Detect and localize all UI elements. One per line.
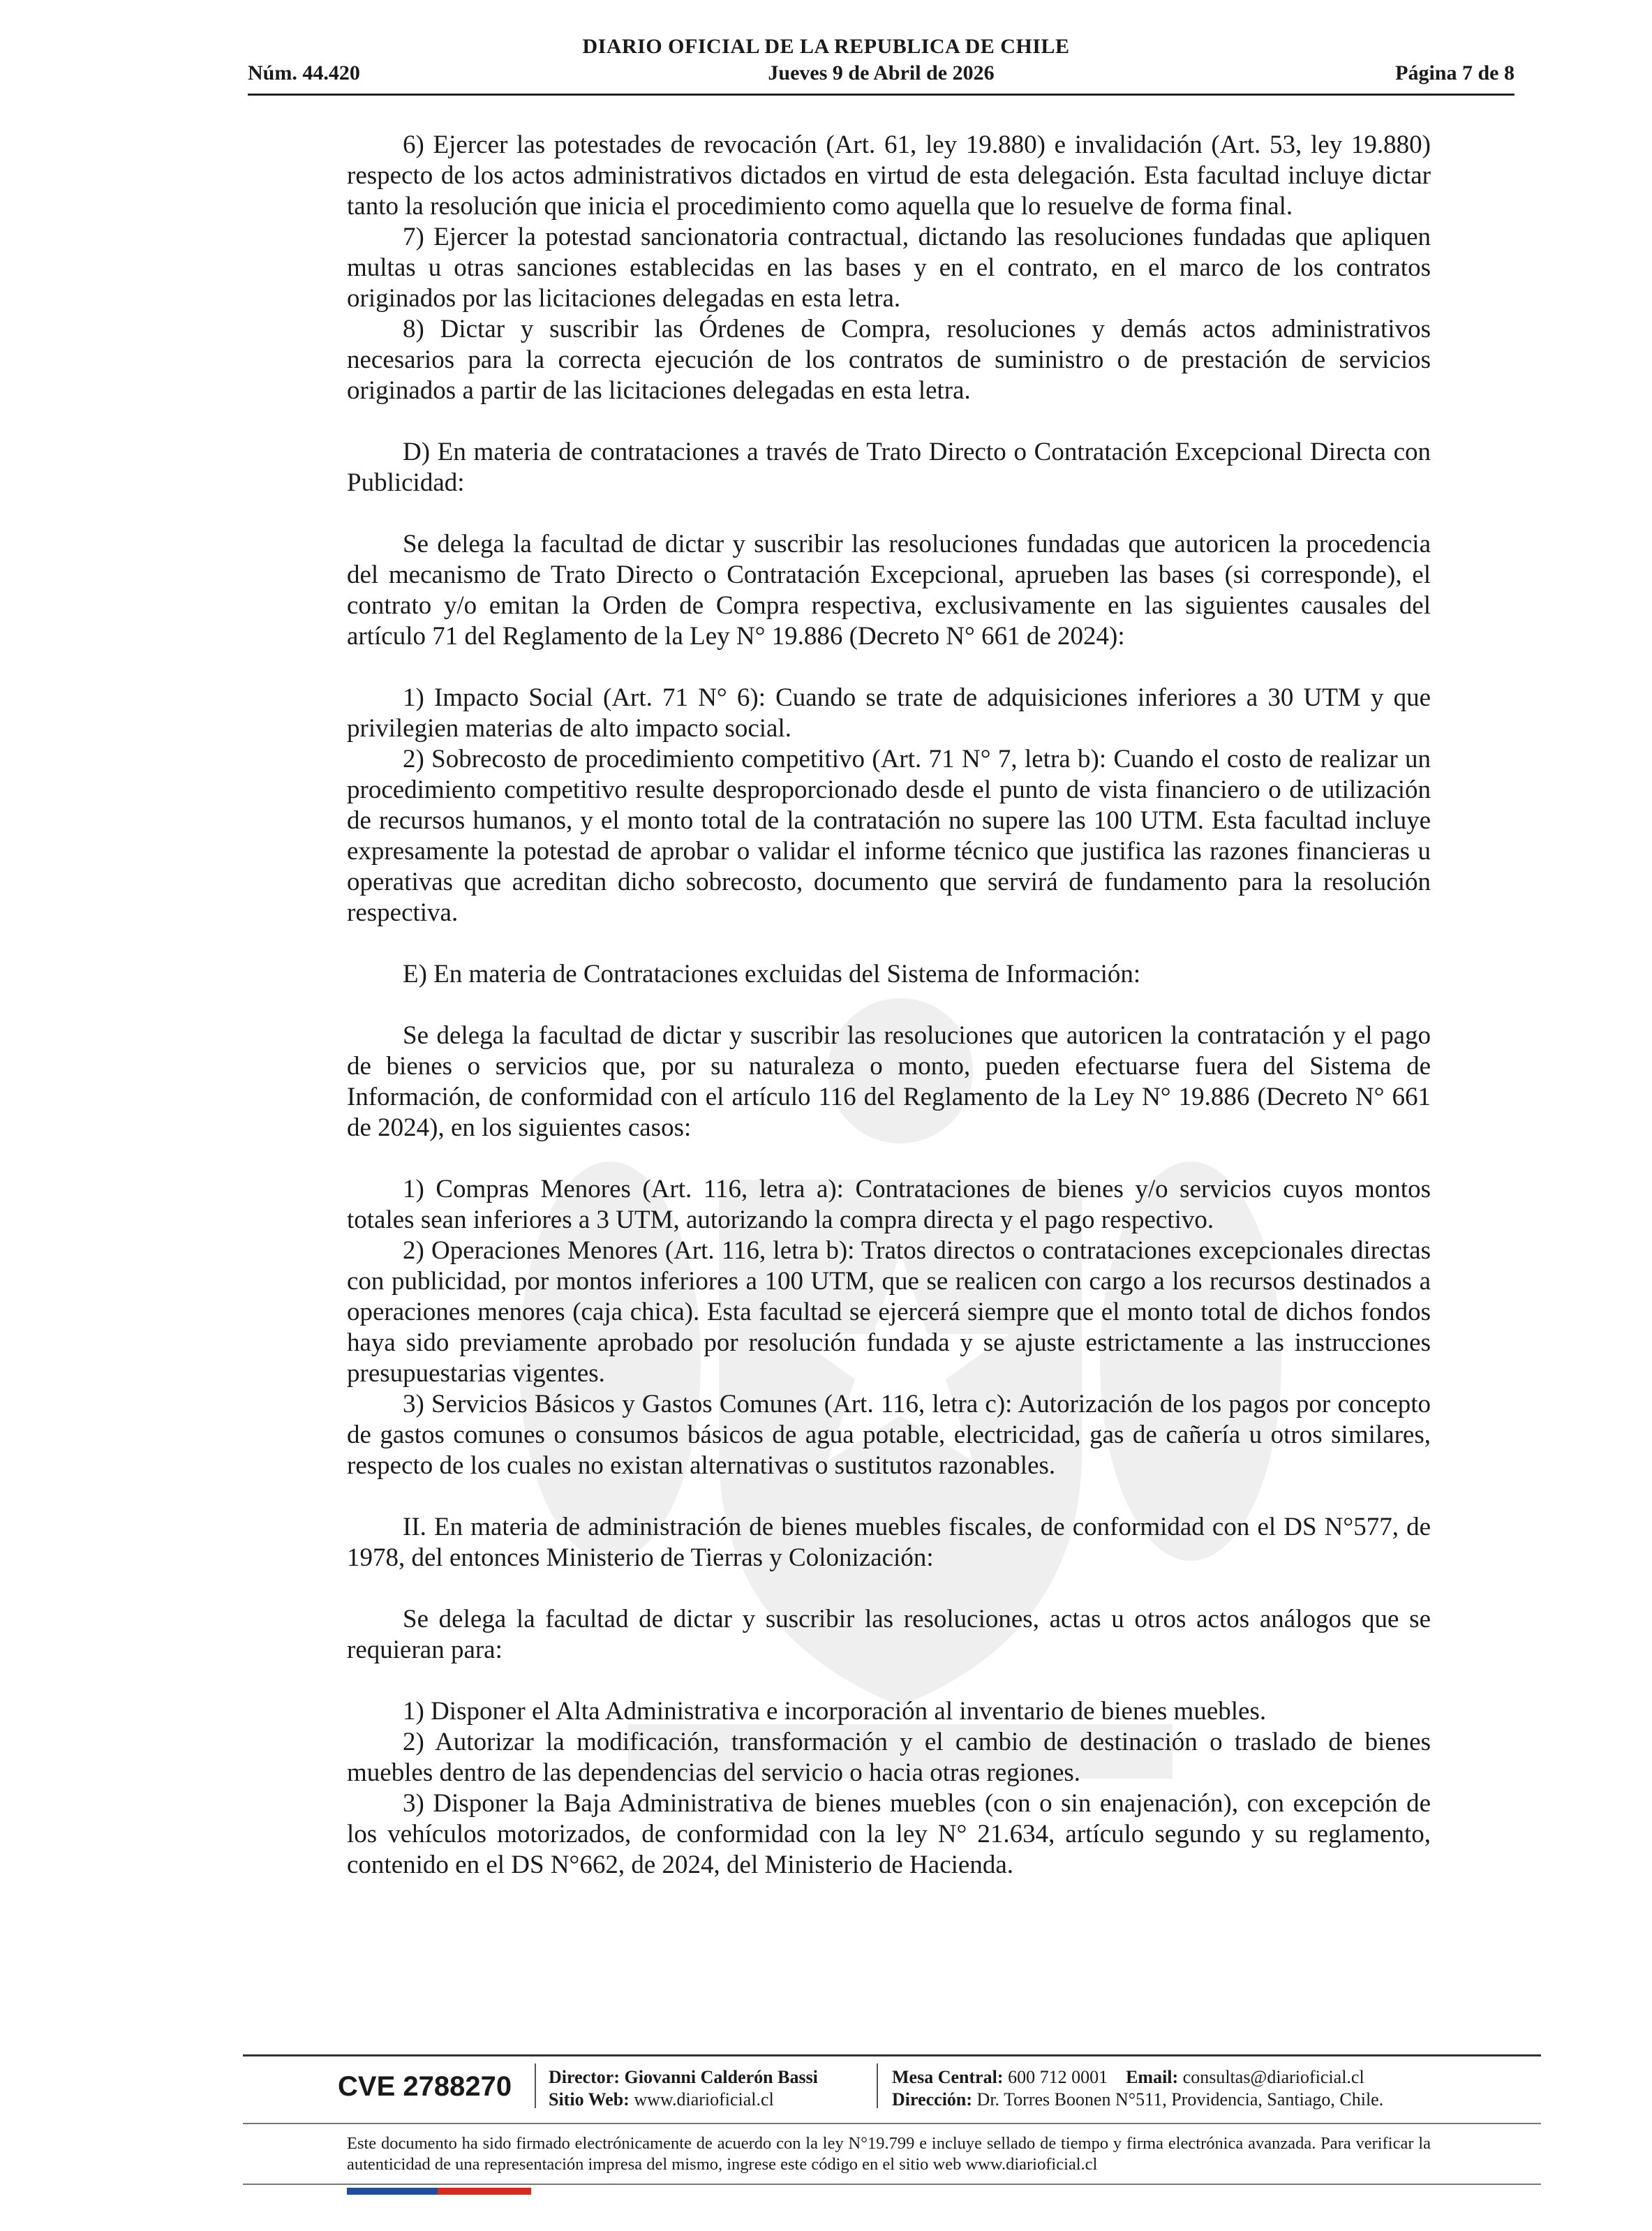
section-ii-item-2: 2) Autorizar la modificación, transformación y el cambio de destinación o traslado de bienes muebles dentro de las dependencias del servicio o hacia otras regiones. [347,1728,1431,1787]
paragraph-8: 8) Dictar y suscribir las Órdenes de Compra, resoluciones y demás actos administrativos necesarios para la correcta ejecución de los contratos de suministro o de prestación de servicios originados a partir de las licitaciones delegadas en esta letra. [347,315,1431,405]
website-label: Sitio Web: [549,2089,630,2110]
page-number: Página 7 de 8 [1395,61,1515,84]
footer-divider [243,2054,1541,2056]
flag-blue-segment [347,2188,438,2195]
flag-red-segment [438,2188,531,2195]
footer-separator [535,2063,536,2108]
issue-number: Núm. 44.420 [248,61,360,84]
footer-separator [877,2063,878,2108]
section-e-heading: E) En materia de Contrataciones excluidas del Sistema de Información: [403,960,1141,988]
section-d-intro: Se delega la facultad de dictar y suscribir las resoluciones fundadas que autoricen la procedencia del mecanismo de Trato Directo o Contratación Excepcional, aprueben las bases (si corresponde), el contrato y/o emitan la Orden de Compra respectiva, exclusivamente en las siguientes causales del artículo 71 del Reglamento de la Ley N° 19.886 (Decreto N° 661 de 2024): [347,530,1431,651]
signature-disclaimer: Este documento ha sido firmado electrónicamente de acuerdo con la ley N°19.799 e incluye sellado de tiempo y firma electrónica avanzada. Para verificar la autenticidad de una representación impresa del mismo, ingrese este código en el sitio web www.diarioficial.cl [347,2134,1431,2174]
section-d-item-2: 2) Sobrecosto de procedimiento competitivo (Art. 71 N° 7, letra b): Cuando el costo de realizar un procedimiento competitivo resulte desproporcionado desde el punto de vista financiero o de utilización de recursos humanos, y el monto total de la contratación no supere las 100 UTM. Esta facultad incluye expresamente la potestad de aprobar o validar el informe técnico que justifica las razones financieras u operativas que acreditan dicho sobrecosto, documento que servirá de fundamento para la resolución respectiva. [347,745,1431,927]
address-label: Dirección: [892,2089,973,2110]
email-label: Email: [1126,2067,1179,2087]
website-link[interactable]: www.diarioficial.cl [634,2089,774,2110]
section-ii-item-1: 1) Disponer el Alta Administrativa e incorporación al inventario de bienes muebles. [403,1697,1267,1726]
address-value: Dr. Torres Boonen N°511, Providencia, Santiago, Chile. [976,2089,1384,2110]
paragraph-7: 7) Ejercer la potestad sancionatoria contractual, dictando las resoluciones fundadas que apliquen multas u otras sanciones establecidas en las bases y en el contrato, en el marco de los contratos originados por las licitaciones delegadas en esta letra. [347,223,1431,313]
section-ii-intro: Se delega la facultad de dictar y suscribir las resoluciones, actas u otros actos análogos que se requieran para: [347,1605,1431,1664]
header-row [248,61,1515,89]
director-name: Giovanni Calderón Bassi [624,2067,818,2087]
flag-stripe [347,2188,531,2195]
section-e-intro: Se delega la facultad de dictar y suscribir las resoluciones que autoricen la contratación y el pago de bienes o servicios que, por su naturaleza o monto, pueden efectuarse fuera del Sistema de Información, de conformidad con el artículo 116 del Reglamento de la Ley N° 19.886 (Decreto N° 661 de 2024), en los siguientes casos: [347,1021,1431,1142]
footer-divider [243,2184,1541,2185]
newspaper-title: DIARIO OFICIAL DE LA REPUBLICA DE CHILE [582,35,1070,58]
section-e-item-1: 1) Compras Menores (Art. 116, letra a): Contrataciones de bienes y/o servicios cuyos montos totales sean inferiores a 3 UTM, autorizando la compra directa y el pago respectivo. [347,1175,1431,1234]
section-e-item-2: 2) Operaciones Menores (Art. 116, letra b): Tratos directos o contrataciones excepcionales directas con publicidad, por montos inferiores a 100 UTM, que se realicen con cargo a los recursos destinados a operaciones menores (caja chica). Esta facultad se ejercerá siempre que el monto total de dichos fondos haya sido previamente aprobado por resolución fundada y se ajuste estrictamente a las instrucciones presupuestarias vigentes. [347,1236,1431,1388]
header-divider [248,94,1515,96]
footer-divider [243,2123,1541,2124]
section-d-heading: D) En materia de contrataciones a través de Trato Directo o Contratación Excepcional Directa con Publicidad: [347,438,1431,497]
mesa-label: Mesa Central: [892,2067,1004,2087]
paragraph-6: 6) Ejercer las potestades de revocación (Art. 61, ley 19.880) e invalidación (Art. 53, ley 19.880) respecto de los actos administrativos dictados en virtud de esta delegación. Esta facultad incluye dictar tanto la resolución que inicia el procedimiento como aquella que lo resuelve de forma final. [347,131,1431,221]
cve-code: CVE 2788270 [338,2071,512,2102]
footer-director-block [549,2066,818,2111]
section-ii-item-3: 3) Disponer la Baja Administrativa de bienes muebles (con o sin enajenación), con excepción de los vehículos motorizados, de conformidad con la ley N° 21.634, artículo segundo y su reglamento, contenido en el DS N°662, de 2024, del Ministerio de Hacienda. [347,1789,1431,1879]
issue-date: Jueves 9 de Abril de 2026 [768,61,995,84]
document-body [347,130,1431,1881]
section-ii-heading: II. En materia de administración de bienes muebles fiscales, de conformidad con el DS N°577, de 1978, del entonces Ministerio de Tierras y Colonización: [347,1513,1431,1572]
mesa-phone: 600 712 0001 [1008,2067,1108,2087]
section-e-item-3: 3) Servicios Básicos y Gastos Comunes (Art. 116, letra c): Autorización de los pagos por concepto de gastos comunes o consumos básicos de agua potable, electricidad, gas de cañería u otros similares, respecto de los cuales no existan alternativas o sustitutos razonables. [347,1390,1431,1480]
email-link[interactable]: consultas@diarioficial.cl [1182,2067,1364,2087]
footer-contact-block [892,2066,1383,2111]
section-d-item-1: 1) Impacto Social (Art. 71 N° 6): Cuando se trate de adquisiciones inferiores a 30 UTM y que privilegien materias de alto impacto social. [347,683,1431,743]
director-label: Director: [549,2067,620,2087]
